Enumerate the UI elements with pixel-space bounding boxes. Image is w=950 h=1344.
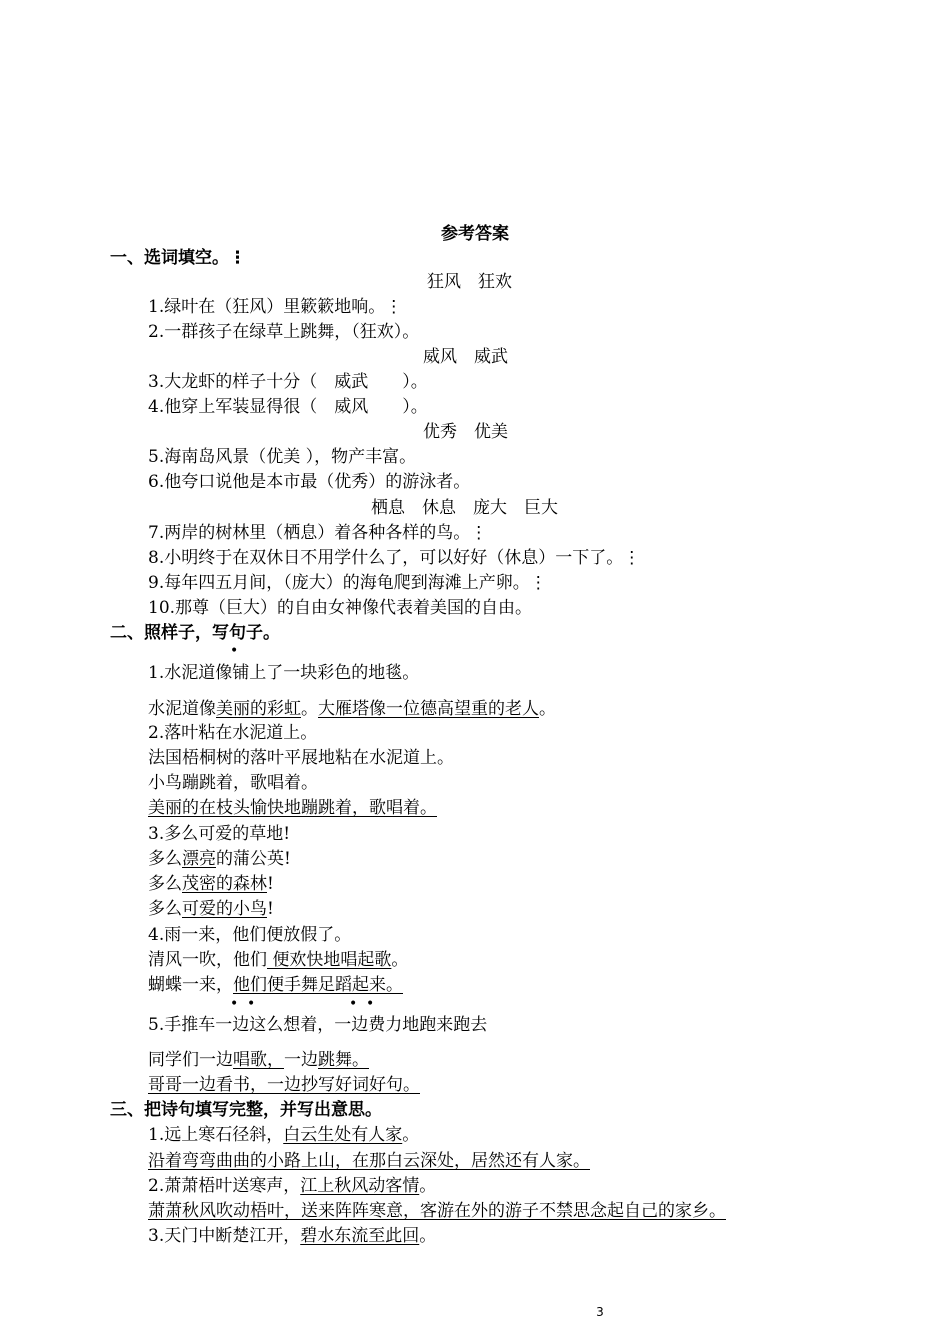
answer-blank: 可爱的小鸟 xyxy=(182,899,267,919)
answer-line: 法国梧桐树的落叶平展地粘在水泥道上。 xyxy=(148,748,454,768)
text: 。 xyxy=(402,1125,420,1145)
answer-blank: 大雁塔像 xyxy=(318,699,386,719)
section-2-heading: 二、照样子，写句子。 xyxy=(110,623,280,643)
answer-blank: 白云生处有人家 xyxy=(283,1125,403,1145)
answer-line xyxy=(148,949,408,971)
answer-line: 3.大龙虾的样子十分（ 威武 ）。 xyxy=(148,372,428,392)
emphasis-dot: • xyxy=(247,996,256,1012)
poem-line xyxy=(148,1225,436,1247)
answer-line xyxy=(148,1049,369,1071)
answer-blank: 碧水东流至此回 xyxy=(300,1226,420,1246)
answer-line xyxy=(148,848,291,870)
text: 的蒲公英! xyxy=(216,849,291,869)
text: 多么 xyxy=(148,849,182,869)
poem-line xyxy=(148,1175,436,1197)
text: 。 xyxy=(301,699,318,719)
example-line: 5.手推车一边这么想着，一边费力地跑来跑去 xyxy=(148,1015,488,1035)
section-1-heading: 一、选词填空。⋮ xyxy=(110,248,246,268)
text: 。 xyxy=(391,950,409,970)
answer-line: 2.一群孩子在绿草上跳舞，（狂欢）。 xyxy=(148,322,420,342)
answer-blank: 漂亮 xyxy=(182,849,216,869)
answer-line: 9.每年四五月间，（庞大）的海龟爬到海滩上产卵。⋮ xyxy=(148,573,547,593)
text: 。 xyxy=(419,1226,437,1246)
example-line: 1.水泥道像铺上了一块彩色的地毯。 xyxy=(148,663,420,683)
example-line: 3.多么可爱的草地! xyxy=(148,824,291,844)
word-choices: 栖息 休息 庞大 巨大 xyxy=(371,498,558,518)
example-line: 2.落叶粘在水泥道上。 xyxy=(148,723,318,743)
answer-line: 6.他夸口说他是本市最（优秀）的游泳者。 xyxy=(148,472,471,492)
text: 。 xyxy=(539,699,556,719)
word-choices: 优秀 优美 xyxy=(423,422,508,442)
example-line: 4.雨一来，他们便放假了。 xyxy=(148,925,352,945)
answer-blank: 他们便手舞足蹈起来。 xyxy=(233,975,403,995)
emphasis-dot: • xyxy=(230,643,239,659)
answer-blank: 唱歌， xyxy=(233,1050,284,1070)
answer-blank: 跳舞。 xyxy=(318,1050,369,1070)
answer-blank: 一位德高望重的老人 xyxy=(386,699,539,719)
section-3-heading: 三、把诗句填写完整，并写出意思。 xyxy=(110,1100,382,1120)
answer-line: 5.海南岛风景（优美 ），物产丰富。 xyxy=(148,447,417,467)
text: 清风一吹，他们 xyxy=(148,950,267,970)
answer-line: 10.那尊（巨大）的自由女神像代表着美国的自由。 xyxy=(148,598,533,618)
text: 一边 xyxy=(284,1050,318,1070)
word-choices: 威风 威武 xyxy=(423,347,508,367)
page-number: 3 xyxy=(596,1305,604,1319)
text: 同学们一边 xyxy=(148,1050,233,1070)
meaning-line: 萧萧秋风吹动梧叶，送来阵阵寒意，客游在外的游子不禁思念起自己的家乡。 xyxy=(148,1201,726,1221)
text: 2.萧萧梧叶送寒声， xyxy=(148,1176,301,1196)
answer-line xyxy=(148,873,274,895)
emphasis-dot: • xyxy=(230,996,239,1012)
text: 多么 xyxy=(148,899,182,919)
example-line: 小鸟蹦跳着，歌唱着。 xyxy=(148,773,318,793)
emphasis-dot: • xyxy=(366,996,375,1012)
answer-blank: 便欢快地唱起歌 xyxy=(267,950,392,970)
text: ! xyxy=(267,874,274,894)
poem-line xyxy=(148,1124,419,1146)
answer-line: 美丽的在枝头愉快地蹦跳着，歌唱着。 xyxy=(148,798,437,818)
answer-blank: 江上秋风动客情 xyxy=(300,1176,420,1196)
text: 3.天门中断楚江开， xyxy=(148,1226,301,1246)
text: 水泥道像 xyxy=(148,699,216,719)
answer-line: 7.两岸的树林里（栖息）着各种各样的鸟。⋮ xyxy=(148,523,488,543)
answer-blank: 美丽的彩虹 xyxy=(216,699,301,719)
text: 多么 xyxy=(148,874,182,894)
answer-blank: 茂密的森林 xyxy=(182,874,267,894)
meaning-line: 沿着弯弯曲曲的小路上山，在那白云深处，居然还有人家。 xyxy=(148,1151,590,1171)
answer-line: 1.绿叶在（狂风）里簌簌地响。⋮ xyxy=(148,297,403,317)
page-title: 参考答案 xyxy=(441,224,509,244)
answer-line: 4.他穿上军装显得很（ 威风 ）。 xyxy=(148,397,428,417)
answer-line xyxy=(148,698,556,720)
answer-line xyxy=(148,898,274,920)
text: 蝴蝶一来， xyxy=(148,975,233,995)
word-choices: 狂风 狂欢 xyxy=(427,272,512,292)
text: 。 xyxy=(419,1176,437,1196)
text: 1.远上寒石径斜， xyxy=(148,1125,284,1145)
answer-line: 8.小明终于在双休日不用学什么了，可以好好（休息）一下了。⋮ xyxy=(148,548,641,568)
emphasis-dot: • xyxy=(349,996,358,1012)
answer-line xyxy=(148,974,403,996)
answer-line: 哥哥一边看书，一边抄写好词好句。 xyxy=(148,1075,420,1095)
text: ! xyxy=(267,899,274,919)
